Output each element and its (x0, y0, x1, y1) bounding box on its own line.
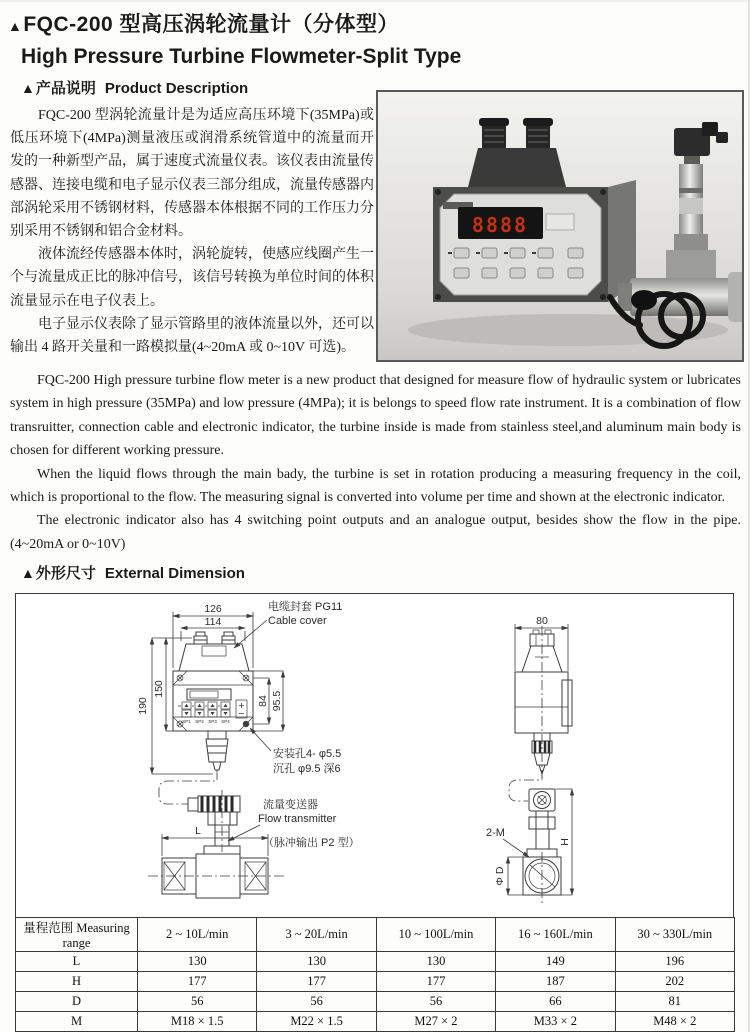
table-cell: 187 (496, 972, 615, 992)
table-row (16, 952, 735, 972)
product-photo (376, 90, 744, 362)
chinese-description (10, 104, 374, 359)
dim-height-outer: 190 (137, 697, 149, 715)
table-cell: M22 × 1.5 (257, 1012, 376, 1032)
mount-hole-label-2: 沉孔 φ9.5 深6 (273, 763, 341, 775)
table-cell: 56 (257, 992, 376, 1012)
dim-height-inner: 150 (153, 680, 165, 698)
table-cell: 177 (138, 972, 257, 992)
table-header-cell: 2 ~ 10L/min (138, 918, 257, 952)
paragraph-en-1: FQC-200 High pressure turbine flow meter is a new product that designed for measure flow of hydraulic system or lubricates system in high pressure (35MPa) and low pressure (4MPa); it is belongs to speed flow rate instrument. It is a combination of flow transruitter, connection cable and electronic indicator, the turbine inside is made from stainless steel,and aluminum main body is chosen for different working pressure. (10, 373, 741, 459)
cable-cover-label-en: Cable cover (268, 615, 327, 627)
front-view-indicator (173, 632, 253, 770)
key-label-sp2: SP2 (195, 719, 204, 724)
section-heading-dimension (21, 564, 245, 583)
dim-side-height: H (559, 838, 571, 846)
paragraph-en-3: The electronic indicator also has 4 switching point outputs and an analogue output, besides show the flow in the pipe.(4~20mA or 0~10V) (10, 513, 741, 552)
thread-label: 2-M (486, 827, 505, 839)
dim-length-label: L (195, 825, 201, 837)
dim-side-width: 80 (536, 615, 548, 627)
flow-transmitter-label-en: Flow transmitter (258, 813, 337, 825)
dimension-drawing-svg (16, 594, 733, 917)
triangle-bullet-icon: ▲ (21, 565, 35, 581)
page-title-en: High Pressure Turbine Flowmeter-Split Type (21, 45, 462, 68)
page-title-zh-text: FQC-200 型高压涡轮流量计（分体型） (23, 13, 400, 36)
cable-connector (631, 290, 657, 310)
table-cell: M48 × 2 (615, 1012, 734, 1032)
table-row (16, 972, 735, 992)
dim-hole-spacing: 84 (257, 695, 269, 707)
mount-hole-label-1: 安装孔4- φ5.5 (273, 748, 342, 760)
paragraph-zh-3: 电子显示仪表除了显示管路里的液体流量以外，还可以输出 4 路开关量和一路模拟量(4~20mA 或 0~10V 可选)。 (10, 316, 374, 356)
paragraph-zh-2: 液体流经传感器本体时，涡轮旋转，使感应线圈产生一个与流量成正比的脉冲信号，该信号转换为单位时间的体积流量显示在电子仪表上。 (10, 247, 374, 309)
triangle-bullet-icon: ▲ (21, 80, 35, 96)
dim-width-inner: 114 (204, 616, 222, 628)
table-header-cell: 30 ~ 330L/min (615, 918, 734, 952)
front-view-dimensions (137, 599, 342, 775)
dimension-drawing (15, 593, 734, 918)
english-description (10, 369, 741, 556)
paragraph-zh-1: FQC-200 型涡轮流量计是为适应高压环境下(35MPa)或低压环境下(4MPa)测量液压或润滑系统管道中的流量而开发的一种新型产品，属于速度式流量仪表。该仪表由流量传感器、连接电缆和电子显示仪表三部分组成，流量传感器内部涡轮采用不锈钢材料，传感器本体根据不同的工作压力分别采用不锈钢和铝合金材料。 (10, 108, 374, 240)
table-cell: 177 (376, 972, 495, 992)
pulse-output-note: （脉冲输出 P2 型） (263, 837, 360, 849)
section-heading-dimension-zh: 外形尺寸 (35, 565, 96, 582)
page-title-zh (8, 12, 399, 39)
product-photo-illustration (378, 92, 742, 360)
table-row (16, 992, 735, 1012)
key-label-sp1: SP1 (182, 719, 191, 724)
dim-width-outer: 126 (204, 603, 222, 615)
table-row (16, 1012, 735, 1032)
flow-transmitter-label-zh: 流量变送器 (263, 799, 318, 811)
table-cell: M27 × 2 (376, 1012, 495, 1032)
row-label: H (16, 972, 138, 992)
table-cell: 196 (615, 952, 734, 972)
panel-keys (182, 700, 247, 718)
front-view-sensor (148, 770, 360, 898)
table-cell: M33 × 2 (496, 1012, 615, 1032)
paragraph-en-2: When the liquid flows through the main bady, the turbine is set in rotation producing a measuring frequency in the coil, which is proportional to the flow. The measuring signal is converted into volume per time and shown at the electronic indicator. (10, 466, 741, 506)
key-label-sp4: SP4 (221, 719, 230, 724)
table-header-cell: 10 ~ 100L/min (376, 918, 495, 952)
section-heading-description-zh: 产品说明 (35, 80, 96, 97)
table-header-cell: 16 ~ 160L/min (496, 918, 615, 952)
table-cell: 177 (257, 972, 376, 992)
table-cell: 130 (257, 952, 376, 972)
table-cell: 130 (138, 952, 257, 972)
table-cell: 202 (615, 972, 734, 992)
section-heading-dimension-en: External Dimension (104, 565, 245, 582)
row-label: L (16, 952, 138, 972)
table-header-cell: 量程范围 Measuring range (16, 918, 138, 952)
table-cell: 56 (138, 992, 257, 1012)
table-header-row (16, 918, 735, 952)
section-heading-description-en: Product Description (104, 80, 249, 97)
row-label: D (16, 992, 138, 1012)
side-view (486, 615, 572, 904)
dim-diameter-label: Φ D (494, 866, 506, 886)
indicator-display-value: 8888 (471, 213, 529, 237)
table-cell: 81 (615, 992, 734, 1012)
table-cell: 149 (496, 952, 615, 972)
table-cell: 130 (376, 952, 495, 972)
section-heading-description (21, 79, 248, 98)
table-cell: 56 (376, 992, 495, 1012)
triangle-bullet-icon: ▲ (8, 18, 23, 34)
dim-body-height: 95.5 (271, 690, 283, 712)
table-cell: 66 (496, 992, 615, 1012)
measuring-range-table (15, 917, 735, 1032)
table-cell: M18 × 1.5 (138, 1012, 257, 1032)
cable-cover-label-zh: 电缆封套 PG11 (268, 601, 343, 613)
row-label: M (16, 1012, 138, 1032)
key-label-sp3: SP3 (208, 719, 217, 724)
table-header-cell: 3 ~ 20L/min (257, 918, 376, 952)
